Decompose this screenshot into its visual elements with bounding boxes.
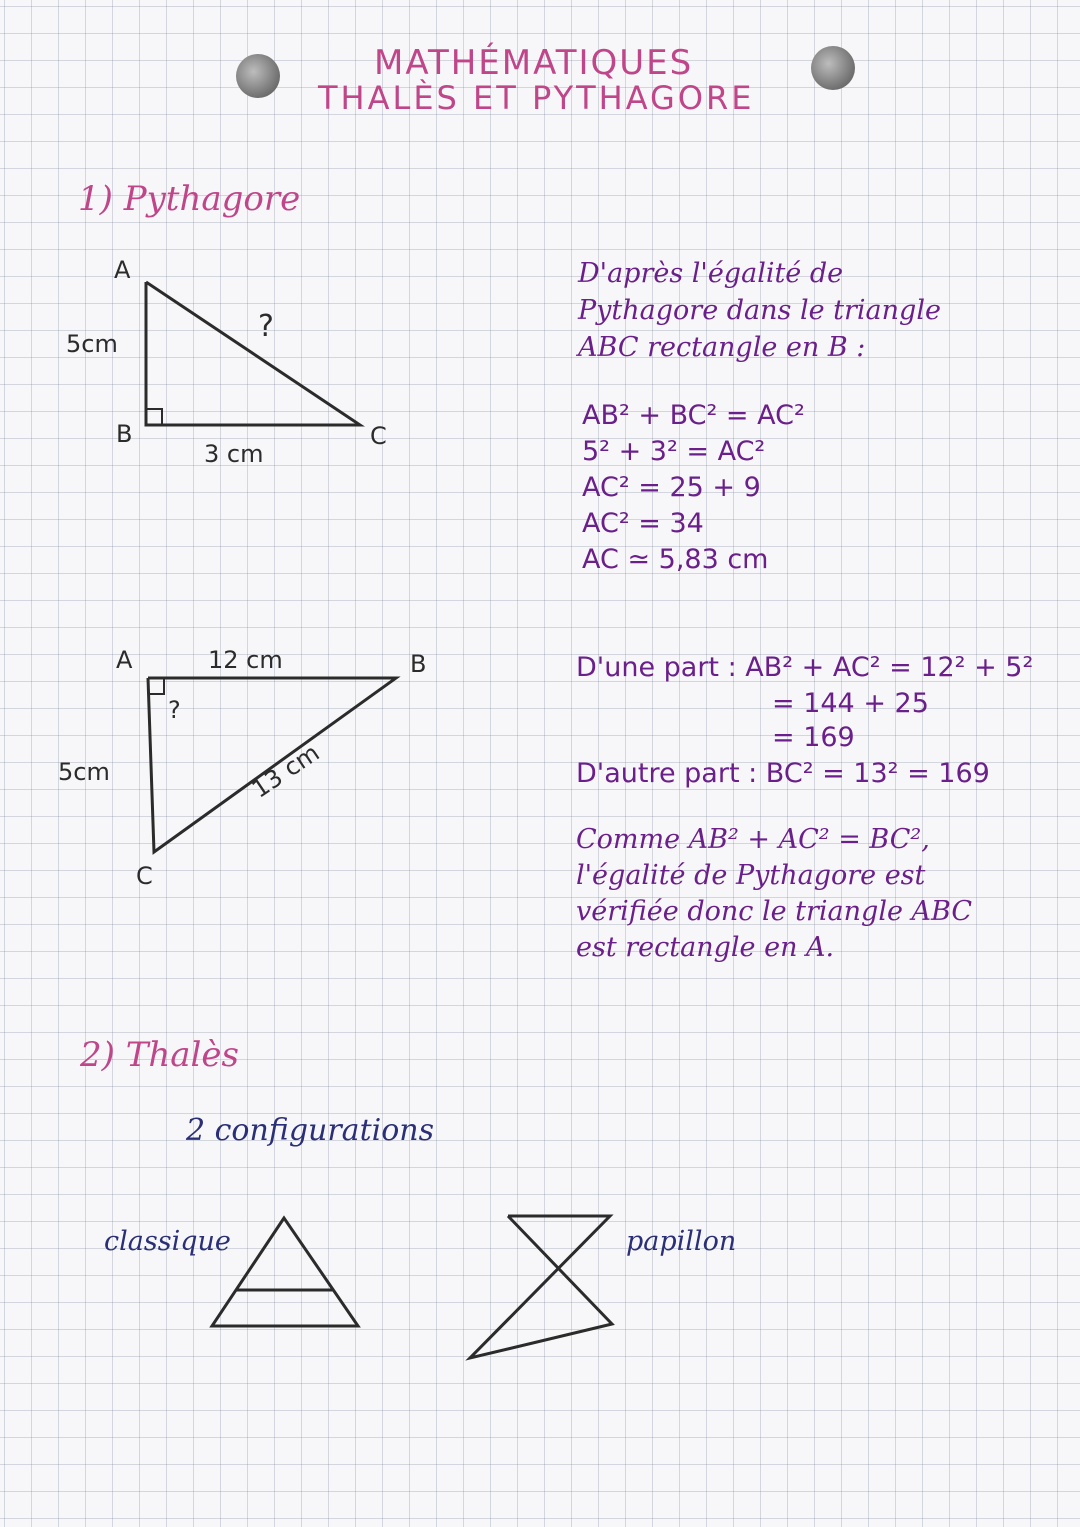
calc-line-5: AC ≃ 5,83 cm (582, 544, 769, 575)
conclusion-line-1: Comme AB² + AC² = BC², (576, 824, 930, 855)
configurations-intro: 2 configurations (186, 1113, 434, 1148)
label-papillon: papillon (626, 1226, 737, 1257)
angle-unknown-a: ? (168, 696, 181, 724)
explanation-line-3: ABC rectangle en B : (578, 332, 866, 363)
page-title: MATHÉMATIQUES (374, 43, 694, 83)
butterfly-configuration-drawing (470, 1216, 612, 1358)
vertex-label-a: A (114, 256, 131, 284)
explanation-line-1: D'après l'égalité de (578, 258, 844, 289)
vertex-label-a-2: A (116, 646, 133, 674)
page-subtitle: THALÈS ET PYTHAGORE (318, 79, 755, 117)
calc2-line-2: = 144 + 25 (772, 688, 929, 719)
vertex-label-b-2: B (410, 650, 427, 678)
calc2-line-1: D'une part : AB² + AC² = 12² + 5² (576, 652, 1034, 683)
conclusion-line-4: est rectangle en A. (576, 932, 835, 963)
conclusion-line-2: l'égalité de Pythagore est (576, 860, 926, 891)
side-label-bc-2: 13 cm (246, 738, 325, 804)
vertex-label-b: B (116, 420, 133, 448)
explanation-line-2: Pythagore dans le triangle (578, 295, 941, 326)
vertex-label-c-2: C (136, 862, 153, 890)
calc-line-3: AC² = 25 + 9 (582, 472, 761, 503)
side-label-ab-2: 12 cm (208, 646, 283, 674)
section-heading-pythagore: 1) Pythagore (78, 179, 301, 219)
side-label-ab: 5cm (66, 330, 118, 358)
calc2-line-3: = 169 (772, 722, 855, 753)
calc-line-4: AC² = 34 (582, 508, 704, 539)
section-heading-thales: 2) Thalès (80, 1035, 239, 1075)
hypotenuse-unknown: ? (258, 309, 274, 344)
side-label-bc: 3 cm (204, 440, 264, 468)
vertex-label-c: C (370, 422, 387, 450)
label-classique: classique (104, 1226, 231, 1257)
side-label-ac-2: 5cm (58, 758, 110, 786)
calc-line-1: AB² + BC² = AC² (582, 400, 805, 431)
calc-line-2: 5² + 3² = AC² (582, 436, 766, 467)
calc2-line-4: D'autre part : BC² = 13² = 169 (576, 758, 990, 789)
conclusion-line-3: vérifiée donc le triangle ABC (576, 896, 973, 927)
classic-configuration-drawing (212, 1218, 358, 1326)
